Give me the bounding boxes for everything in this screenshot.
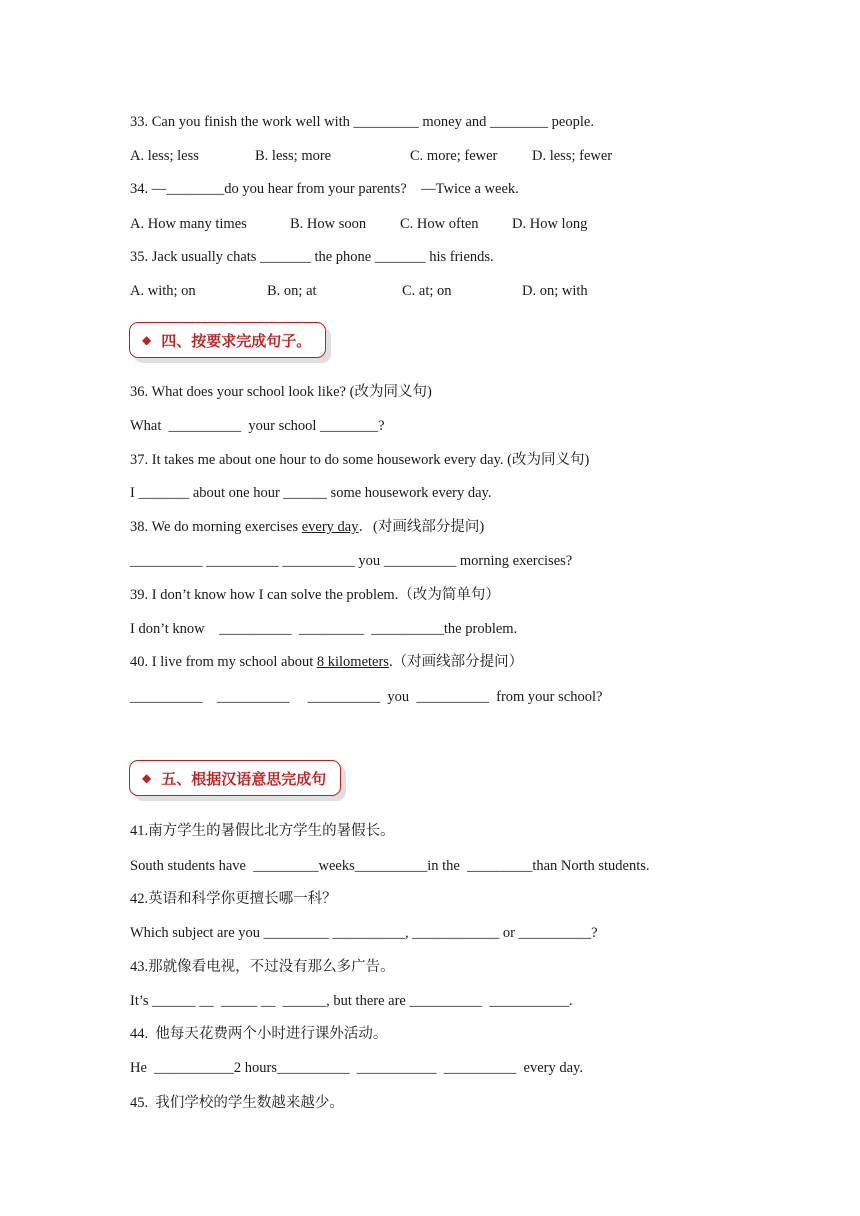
question-35-stem: 35. Jack usually chats _______ the phone _______ his friends. [130,249,494,265]
q34-option-d: D. How long [512,216,588,232]
question-39-prompt: 39. I don’t know how I can solve the problem.（改为简单句） [130,587,500,603]
question-41-prompt: 41.南方学生的暑假比北方学生的暑假长。 [130,823,395,839]
q34-option-b: B. How soon [290,216,367,232]
question-40-answer-line: __________ __________ __________ you __________ from your school? [130,689,603,705]
section-5-heading [129,760,341,796]
q35-option-c: C. at; on [402,283,452,299]
question-38-prompt-start: 38. We do morning exercises [130,519,302,535]
question-39-answer-line: I don’t know __________ _________ __________the problem. [130,621,518,637]
question-40-underlined: 8 kilometers [316,654,389,670]
question-38-answer-line: __________ __________ __________ you __________ morning exercises? [130,553,573,569]
question-37-answer-line: I _______ about one hour ______ some housework every day. [130,485,492,501]
question-36-prompt: 36. What does your school look like? (改为同义句) [130,384,432,400]
q33-option-b: B. less; more [255,148,332,164]
question-37-prompt: 37. It takes me about one hour to do some housework every day. (改为同义句) [130,452,590,468]
question-38-prompt [130,518,484,536]
q35-option-a: A. with; on [130,283,196,299]
question-43-answer-line: It’s ______ __ _____ __ ______, but there are __________ ___________. [130,993,573,1009]
question-34-stem: 34. —________do you hear from your parents? —Twice a week. [130,181,519,197]
q33-option-a: A. less; less [130,148,199,164]
question-40-instruction: .（对画线部分提问） [388,654,524,670]
diamond-icon: ◆ [142,771,152,785]
q34-option-a: A. How many times [130,216,247,232]
question-44-prompt: 44. 他每天花费两个小时进行课外活动。 [130,1026,388,1042]
section-4-title: 四、按要求完成句子。 [161,331,312,350]
question-40-prompt [130,653,523,671]
question-44-answer-line: He ___________2 hours__________ ___________ __________ every day. [130,1060,583,1076]
q33-option-c: C. more; fewer [410,148,498,164]
question-45-prompt: 45. 我们学校的学生数越来越少。 [130,1095,344,1111]
diamond-icon: ◆ [142,333,152,347]
section-5-title: 五、根据汉语意思完成句 [161,769,327,788]
question-38-underlined: every day [301,519,359,535]
q35-option-b: B. on; at [267,283,317,299]
question-41-answer-line: South students have _________weeks__________in the _________than North students. [130,858,650,874]
question-43-prompt: 43.那就像看电视，不过没有那么多广告。 [130,959,395,975]
question-36-answer-line: What __________ your school ________? [130,418,385,434]
q35-option-d: D. on; with [522,283,588,299]
question-38-instruction: ．(对画线部分提问) [358,519,485,535]
question-42-answer-line: Which subject are you _________ __________, ____________ or __________? [130,925,598,941]
q33-option-d: D. less; fewer [532,148,613,164]
q34-option-c: C. How often [400,216,479,232]
question-33-stem: 33. Can you finish the work well with _________ money and ________ people. [130,114,594,130]
question-42-prompt: 42.英语和科学你更擅长哪一科？ [130,891,337,907]
section-4-heading [129,322,326,358]
question-40-prompt-start: 40. I live from my school about [130,654,317,670]
